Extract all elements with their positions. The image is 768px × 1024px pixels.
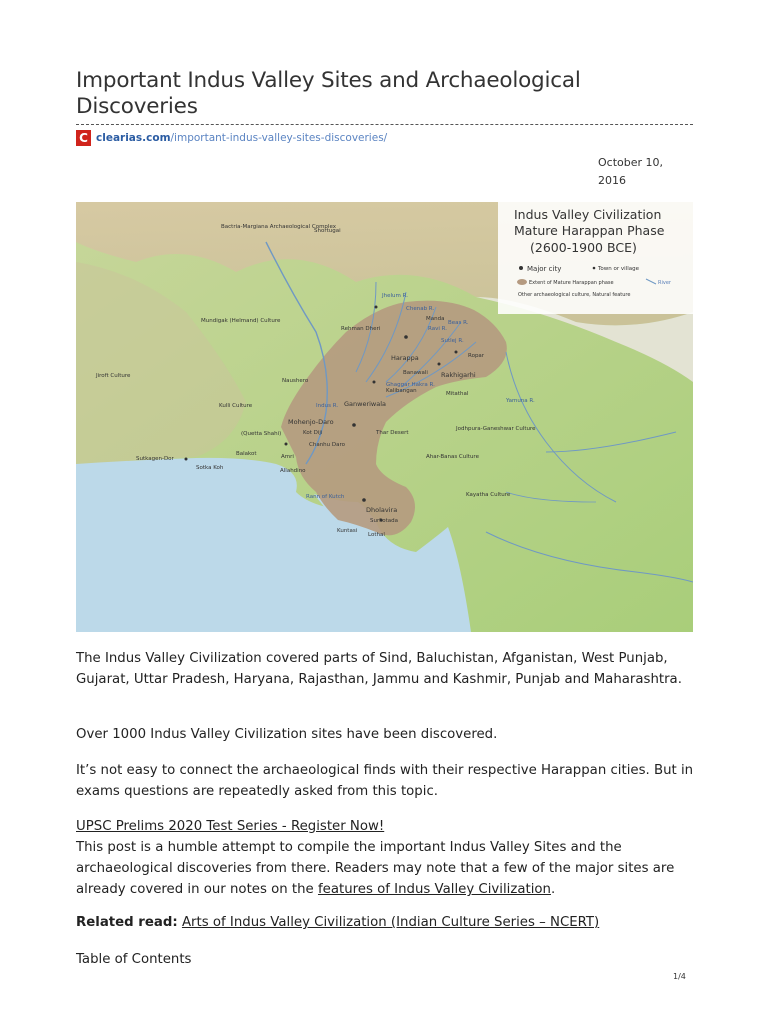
town-marker-icon <box>593 267 596 270</box>
legend-river: River <box>658 280 671 286</box>
label-kulli: Kulli Culture <box>219 403 253 409</box>
intro-end: . <box>550 882 556 897</box>
label-chanhu-daro: Chanhu Daro <box>309 442 346 448</box>
table-of-contents-heading[interactable]: Table of Contents <box>76 952 192 967</box>
label-mitathal: Mitathal <box>446 391 469 397</box>
site-marker-balakot <box>285 443 288 446</box>
label-jhelum-r: Jhelum R. <box>382 293 408 299</box>
related-label: Related read: <box>76 915 178 930</box>
label-amri: Amri <box>281 454 294 460</box>
site-marker-sutkagen-dor <box>185 458 188 461</box>
label-ganweriwala: Ganweriwala <box>344 400 387 408</box>
related-read <box>76 912 696 933</box>
label-dholavira: Dholavira <box>366 506 398 514</box>
label-indus-r: Indus R. <box>316 403 339 409</box>
label-kalibangan: Kalibangan <box>386 388 417 394</box>
site-marker-rehman-dheri <box>375 306 378 309</box>
source-domain[interactable]: clearias.com <box>96 132 171 144</box>
label-rehman-dheri: Rehman Dheri <box>341 326 381 332</box>
publish-date: October 10, 2016 <box>598 156 664 187</box>
site-marker-dholavira <box>362 498 366 502</box>
title-divider <box>76 124 693 125</box>
label-bactria: Bactria-Margiana Archaeological Complex <box>221 224 336 230</box>
label-ropar: Ropar <box>468 353 485 359</box>
label-surkotada: Surkotada <box>370 518 398 524</box>
label-harappa: Harappa <box>391 354 419 362</box>
label-ravi-r: Ravi R. <box>428 326 447 332</box>
paragraph-intro <box>76 816 696 900</box>
legend-town: Town or village <box>598 266 639 272</box>
article-title: Important Indus Valley Sites and Archaeological Discoveries <box>76 68 581 119</box>
label-mundigak: Mundigak (Helmand) Culture <box>201 318 281 324</box>
label-rann: Rann of Kutch <box>306 494 345 500</box>
map-title-line3: (2600-1900 BCE) <box>530 240 637 255</box>
label-kuntasi: Kuntasi <box>337 528 358 534</box>
label-mohenjodaro: Mohenjo-Daro <box>288 418 334 426</box>
label-manda: Manda <box>426 316 445 322</box>
legend-major-city: Major city <box>527 265 562 273</box>
label-jiroft: Jiroft Culture <box>96 373 131 379</box>
paragraph-extent: The Indus Valley Civilization covered parts of Sind, Baluchistan, Afganistan, West Punjab, Gujarat, Uttar Pradesh, Haryana, Rajasthan, Jammu and Kashmir, Punjab and Maharashtra. <box>76 651 682 687</box>
label-chenab-r: Chenab R. <box>406 306 435 312</box>
major-city-marker-icon <box>519 266 523 270</box>
label-kayatha: Kayatha Culture <box>466 492 511 498</box>
label-beas-r: Beas R. <box>448 320 469 326</box>
intro-text: This post is a humble attempt to compile the important Indus Valley Sites and the archaeological discoveries from there. Readers may note that a few of the major sites are already covered in our notes on the <box>76 840 675 897</box>
map-title-line2: Mature Harappan Phase <box>514 223 665 238</box>
label-yamuna-r: Yamuna R. <box>506 398 535 404</box>
label-lothal: Lothal <box>368 532 385 538</box>
label-jodhpura: Jodhpura-Ganeshwar Culture <box>456 426 536 432</box>
page-number: 1/4 <box>673 972 686 981</box>
related-link[interactable]: Arts of Indus Valley Civilization (Indian Culture Series – NCERT) <box>181 915 600 930</box>
label-allahdino: Allahdino <box>280 468 306 474</box>
paragraph-exams: It’s not easy to connect the archaeological finds with their respective Harappan cities. But in exams questions are repeatedly asked from this topic. <box>76 763 694 799</box>
label-naushero: Naushero <box>282 378 309 384</box>
label-sutkagen-dor: Sutkagen-Dor <box>136 456 174 462</box>
label-kot-diji: Kot Diji <box>303 430 323 436</box>
legend-extent: Extent of Mature Harappan phase <box>529 280 614 286</box>
features-link[interactable]: features of Indus Valley Civilization <box>317 882 551 897</box>
indus-valley-map <box>76 202 693 632</box>
label-shortugai: Shortugai <box>314 228 341 234</box>
source-line[interactable] <box>76 129 387 147</box>
extent-swatch-icon <box>517 279 527 285</box>
label-ghaggar-r: Ghaggar Hakra R. <box>386 382 435 388</box>
label-banawali: Banawali <box>403 370 428 376</box>
site-marker-ganweriwala <box>373 381 376 384</box>
site-marker-mohenjodaro <box>352 423 356 427</box>
label-sutlej-r: Sutlej R. <box>441 338 464 344</box>
legend-other: Other archaeological culture, Natural feature <box>518 292 631 298</box>
label-ahar: Ahar-Banas Culture <box>426 454 479 460</box>
site-marker-harappa <box>404 335 408 339</box>
label-rakhigarhi: Rakhigarhi <box>441 371 476 379</box>
site-marker-rakhigarhi <box>438 363 441 366</box>
source-path[interactable]: /important-indus-valley-sites-discoveries/ <box>170 132 388 144</box>
site-marker-ropar <box>455 351 458 354</box>
map-title-line1: Indus Valley Civilization <box>514 207 662 222</box>
clearias-favicon-icon: C <box>76 130 91 146</box>
label-balakot: Balakot <box>236 451 257 457</box>
label-thar: Thar Desert <box>376 430 409 436</box>
label-quetta: (Quetta Shahi) <box>241 431 282 437</box>
paragraph-site-count: Over 1000 Indus Valley Civilization sites have been discovered. <box>76 727 498 742</box>
test-series-link[interactable]: UPSC Prelims 2020 Test Series - Register Now! <box>76 819 385 834</box>
label-sotka-koh: Sotka Koh <box>196 465 224 471</box>
